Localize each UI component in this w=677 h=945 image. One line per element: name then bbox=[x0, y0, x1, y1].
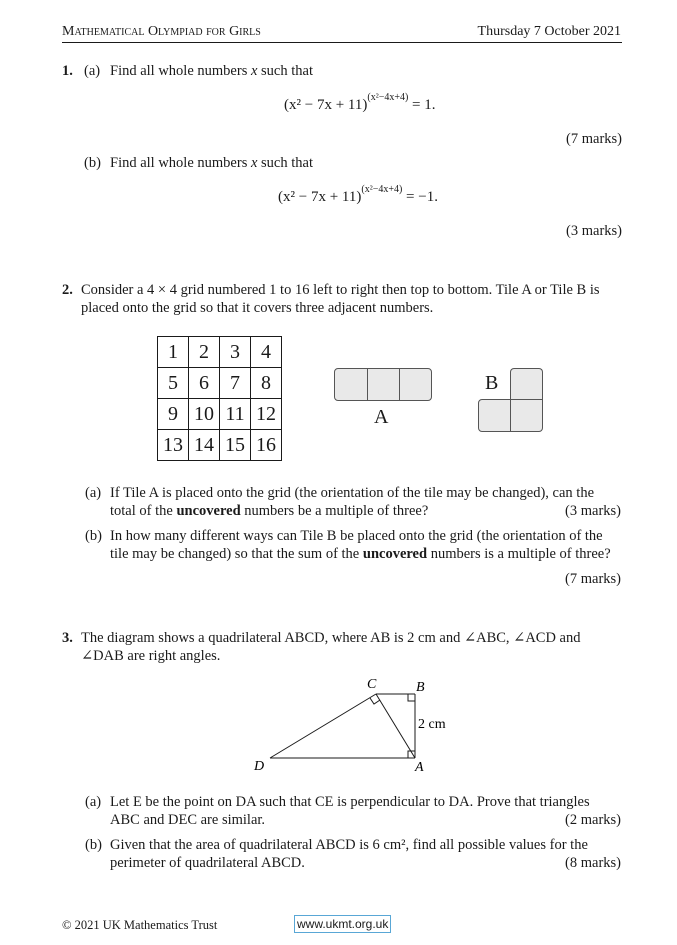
label-c: C bbox=[367, 677, 377, 692]
q2b-line2-before: tile may be changed) so that the sum of the bbox=[110, 546, 360, 562]
grid-cell: 13 bbox=[158, 430, 189, 461]
q1a-text-after: such that bbox=[261, 63, 313, 79]
q3b-line1: Given that the area of quadrilateral ABCD is 6 cm², find all possible values for the bbox=[110, 837, 588, 853]
tile-b-top bbox=[510, 368, 543, 400]
label-a: A bbox=[415, 760, 424, 775]
grid-cell: 14 bbox=[189, 430, 220, 461]
q2-number: 2. bbox=[62, 282, 73, 298]
q2a-marks: (3 marks) bbox=[565, 503, 621, 519]
grid-cell: 15 bbox=[220, 430, 251, 461]
q3-intro-line1: The diagram shows a quadrilateral ABCD, where AB is 2 cm and ∠ABC, ∠ACD and bbox=[81, 630, 581, 646]
q1a-eq-exp: (x²−4x+4) bbox=[367, 92, 409, 103]
grid-cell: 5 bbox=[158, 368, 189, 399]
grid-row bbox=[158, 337, 282, 368]
q2b-label: (b) bbox=[85, 528, 102, 544]
q1-number: 1. bbox=[62, 63, 73, 79]
side-dc bbox=[270, 694, 376, 758]
q1b-label: (b) bbox=[84, 155, 101, 171]
q2a-line2-bold: uncovered bbox=[176, 503, 241, 519]
q3b-line2: perimeter of quadrilateral ABCD. bbox=[110, 855, 305, 871]
grid-row bbox=[158, 368, 282, 399]
q2-intro-line1: Consider a 4 × 4 grid numbered 1 to 16 left to right then top to bottom. Tile A or Tile B is bbox=[81, 282, 600, 298]
tile-b-bottom bbox=[478, 399, 543, 432]
q3-intro-line2: ∠DAB are right angles. bbox=[81, 648, 221, 664]
right-angle-b bbox=[408, 694, 415, 701]
q3a-label: (a) bbox=[85, 794, 102, 810]
grid-cell: 2 bbox=[189, 337, 220, 368]
grid-cell: 11 bbox=[220, 399, 251, 430]
label-d: D bbox=[254, 759, 265, 774]
grid-cell: 12 bbox=[251, 399, 282, 430]
q1b-text-after: such that bbox=[261, 155, 313, 171]
grid-cell: 7 bbox=[220, 368, 251, 399]
q1b-marks: (3 marks) bbox=[566, 223, 622, 239]
q2b-line2-after: numbers is a multiple of three? bbox=[430, 546, 611, 562]
grid-cell: 16 bbox=[251, 430, 282, 461]
q2b-marks: (7 marks) bbox=[565, 571, 621, 587]
header-date: Thursday 7 October 2021 bbox=[477, 24, 621, 39]
q2b-line2-bold: uncovered bbox=[362, 546, 428, 562]
q2-intro-line2: placed onto the grid so that it covers three adjacent numbers. bbox=[81, 300, 434, 316]
number-grid bbox=[157, 336, 282, 461]
grid-row bbox=[158, 399, 282, 430]
q1a-label: (a) bbox=[84, 63, 101, 79]
q2a-line1: If Tile A is placed onto the grid (the orientation of the tile may be changed), can the bbox=[110, 485, 595, 501]
q2a-label: (a) bbox=[85, 485, 102, 501]
q1b-eq-exp: (x²−4x+4) bbox=[361, 184, 403, 195]
footer-url-link[interactable]: www.ukmt.org.uk bbox=[294, 915, 391, 933]
q1b-var: x bbox=[250, 155, 258, 171]
q1-block bbox=[62, 62, 622, 242]
grid-cell: 3 bbox=[220, 337, 251, 368]
tile-b-hline bbox=[511, 399, 542, 400]
q3b-marks: (8 marks) bbox=[565, 855, 621, 871]
tile-a-divider bbox=[367, 369, 368, 400]
grid-cell: 1 bbox=[158, 337, 189, 368]
q2a-line2-before: total of the bbox=[110, 503, 173, 519]
tile-a-label: A bbox=[374, 406, 389, 428]
q1b-eq-base: (x² − 7x + 11) bbox=[278, 189, 362, 205]
grid-cell: 6 bbox=[189, 368, 220, 399]
header-title: Mathematical Olympiad for Girls bbox=[62, 24, 261, 39]
grid-cell: 4 bbox=[251, 337, 282, 368]
diagonal-ca bbox=[376, 694, 415, 758]
q2a-line2 bbox=[110, 503, 428, 520]
q1a-eq-rhs: = 1. bbox=[412, 97, 436, 113]
tile-b-divider bbox=[510, 400, 511, 431]
q3-number: 3. bbox=[62, 630, 73, 646]
grid-cell: 10 bbox=[189, 399, 220, 430]
grid-cell: 8 bbox=[251, 368, 282, 399]
q2b-line1: In how many different ways can Tile B be placed onto the grid (the orientation of the bbox=[110, 528, 603, 544]
q1a-eq-base: (x² − 7x + 11) bbox=[284, 97, 368, 113]
footer-copyright: © 2021 UK Mathematics Trust bbox=[62, 918, 218, 932]
tile-a bbox=[334, 368, 432, 401]
q1a-prompt bbox=[110, 62, 313, 80]
q1b-equation bbox=[278, 184, 438, 206]
q1a-equation bbox=[284, 92, 436, 114]
q3a-line1: Let E be the point on DA such that CE is perpendicular to DA. Prove that triangles bbox=[110, 794, 590, 810]
label-side-ab: 2 cm bbox=[418, 717, 446, 732]
q3b-label: (b) bbox=[85, 837, 102, 853]
q3a-marks: (2 marks) bbox=[565, 812, 621, 828]
q2a-line2-after: numbers be a multiple of three? bbox=[244, 503, 429, 519]
q1b-text-before: Find all whole numbers bbox=[110, 155, 248, 171]
grid-cell: 9 bbox=[158, 399, 189, 430]
q1b-prompt bbox=[110, 154, 313, 172]
q1b-eq-rhs: = −1. bbox=[406, 189, 438, 205]
label-b: B bbox=[416, 680, 425, 695]
tile-a-divider bbox=[399, 369, 400, 400]
grid-row bbox=[158, 430, 282, 461]
header-rule bbox=[62, 42, 622, 43]
quadrilateral-diagram bbox=[240, 672, 470, 782]
q3a-line2: ABC and DEC are similar. bbox=[110, 812, 266, 828]
q2b-line2 bbox=[110, 546, 611, 563]
q1a-var: x bbox=[250, 63, 258, 79]
tile-b-label: B bbox=[485, 372, 499, 394]
q1a-marks: (7 marks) bbox=[566, 131, 622, 147]
q1a-text-before: Find all whole numbers bbox=[110, 63, 248, 79]
